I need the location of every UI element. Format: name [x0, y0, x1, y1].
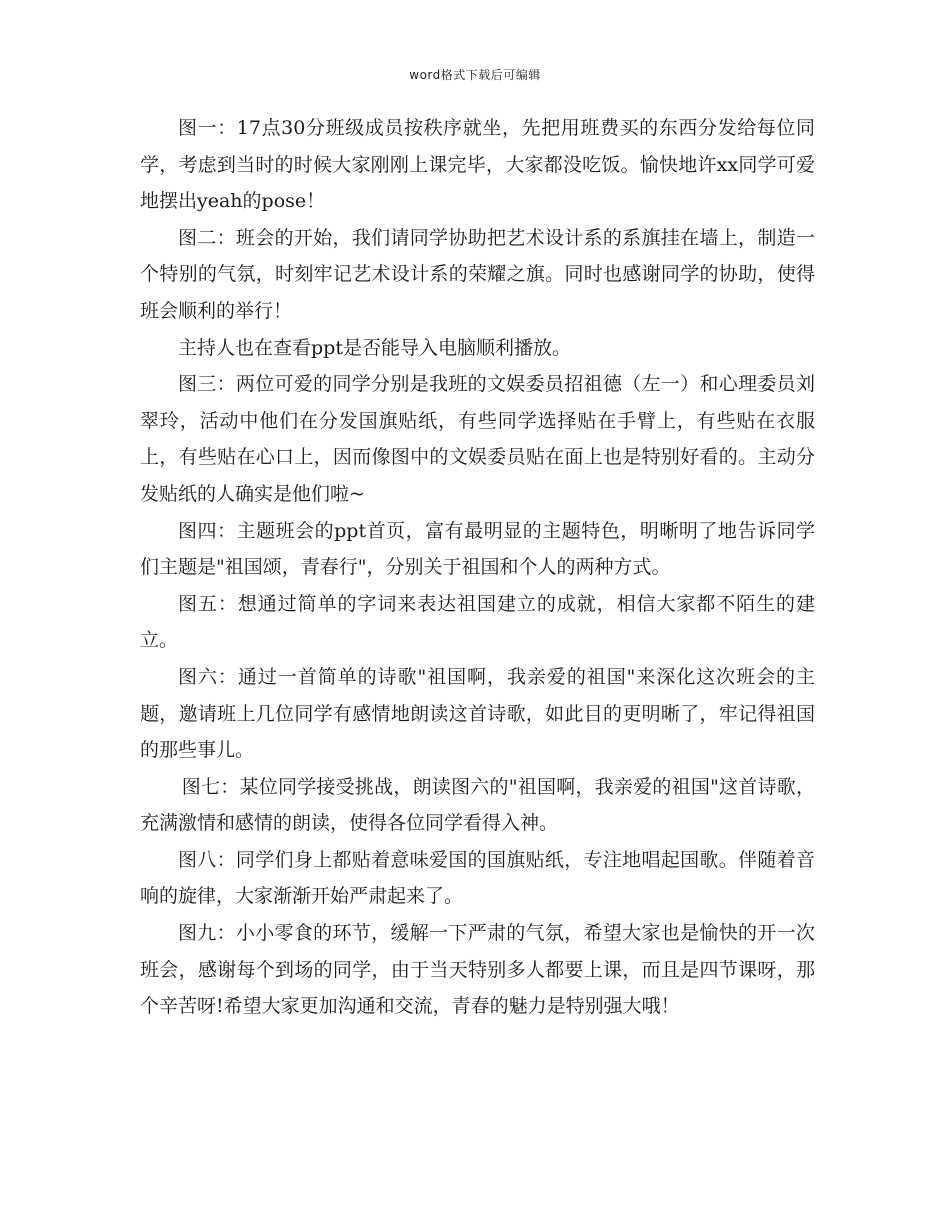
paragraph-figure-8: 图八：同学们身上都贴着意味爱国的国旗贴纸，专注地唱起国歌。伴随着音响的旋律，大家渐渐开始严肃起来了。 — [140, 848, 815, 908]
page-header: word格式下载后可编辑 — [409, 68, 541, 82]
paragraph-host-note: 主持人也在查看ppt是否能导入电脑顺利播放。 — [178, 336, 571, 359]
paragraph-figure-5: 图五：想通过简单的字词来表达祖国建立的成就，相信大家都不陌生的建立。 — [140, 592, 815, 652]
paragraph-figure-1: 图一：17点30分班级成员按秩序就坐，先把用班费买的东西分发给每位同学，考虑到当时的时候大家刚刚上课完毕，大家都没吃饭。愉快地许xx同学可爱地摆出yeah的pose！ — [140, 117, 815, 213]
paragraph-figure-2: 图二：班会的开始，我们请同学协助把艺术设计系的系旗挂在墙上，制造一个特别的气氛，时刻牢记艺术设计系的荣耀之旗。同时也感谢同学的协助，使得班会顺利的举行！ — [140, 226, 815, 322]
paragraph-figure-3: 图三：两位可爱的同学分别是我班的文娱委员招祖德（左一）和心理委员刘翠玲，活动中他们在分发国旗贴纸，有些同学选择贴在手臂上，有些贴在衣服上，有些贴在心口上，因而像图中的文娱委员贴在面上也是特别好看的。主动分发贴纸的人确实是他们啦~ — [140, 373, 815, 505]
paragraph-figure-6: 图六：通过一首简单的诗歌"祖国啊，我亲爱的祖国"来深化这次班会的主题，邀请班上几位同学有感情地朗读这首诗歌，如此目的更明晰了，牢记得祖国的那些事儿。 — [140, 665, 815, 762]
paragraph-figure-4: 图四：主题班会的ppt首页，富有最明显的主题特色，明晰明了地告诉同学们主题是"祖国颂，青春行"，分别关于祖国和个人的两种方式。 — [140, 519, 815, 579]
document-body — [140, 110, 815, 1025]
paragraph-figure-7: 图七：某位同学接受挑战，朗读图六的"祖国啊，我亲爱的祖国"这首诗歌，充满激情和感情的朗读，使得各位同学看得入神。 — [140, 775, 815, 835]
paragraph-figure-9: 图九：小小零食的环节，缓解一下严肃的气氛，希望大家也是愉快的开一次班会，感谢每个到场的同学，由于当天特别多人都要上课，而且是四节课呀，那个辛苦呀!希望大家更加沟通和交流，青春的魅力是特别强大哦！ — [140, 922, 815, 1018]
